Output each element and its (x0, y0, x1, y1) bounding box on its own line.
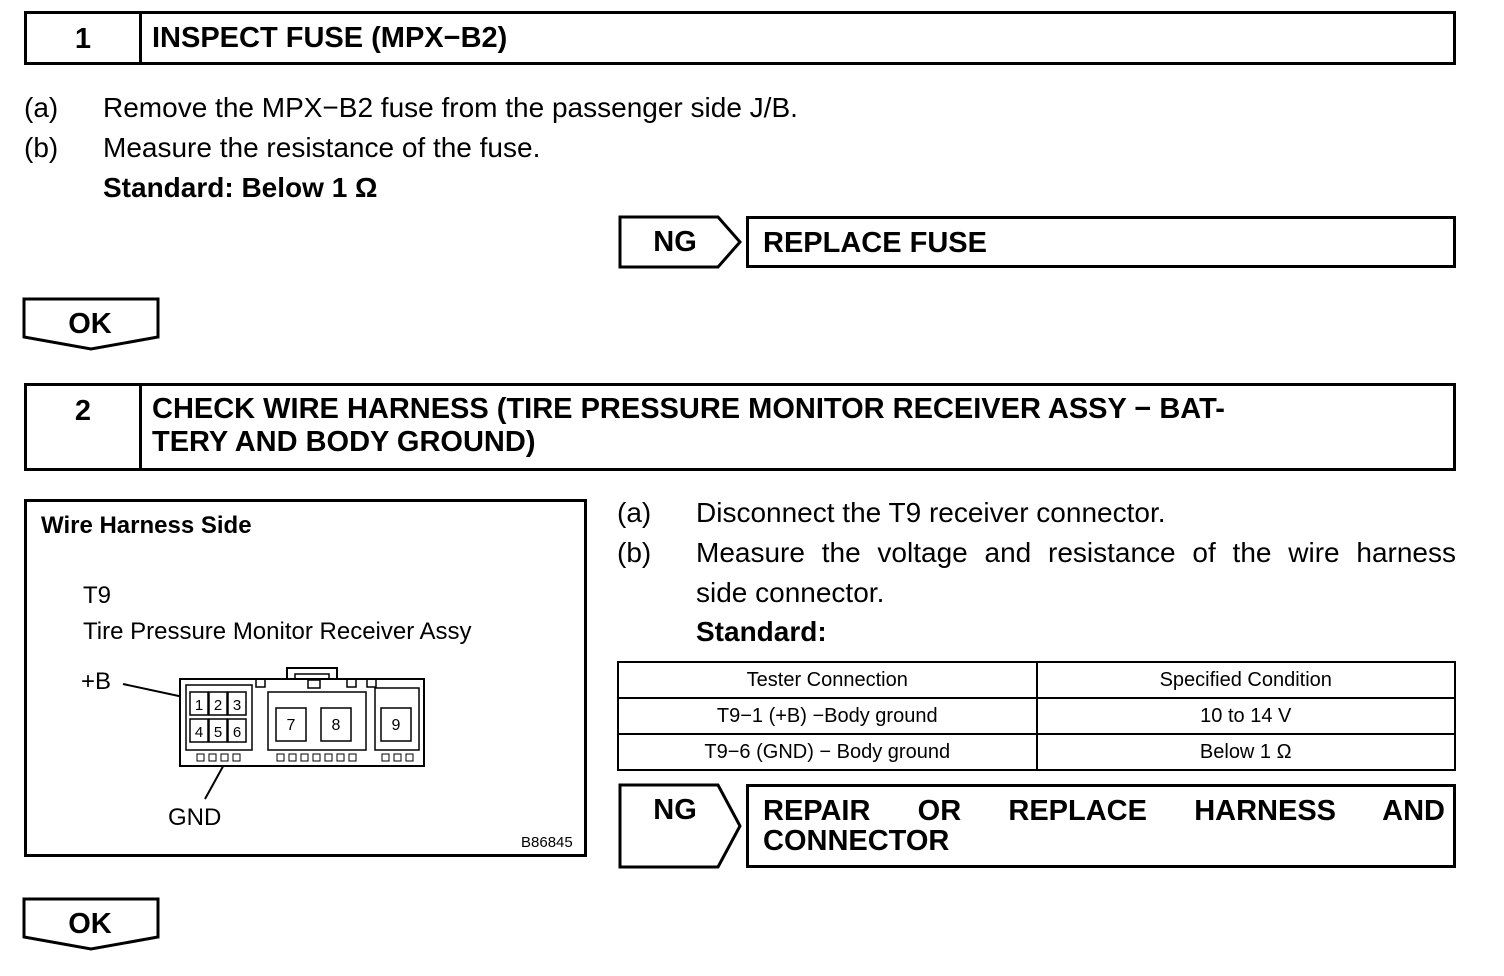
pin-2-label: 2 (213, 697, 223, 714)
step-2-title-line-2: TERY AND BODY GROUND) (152, 426, 536, 458)
ng-label-2: NG (653, 794, 697, 826)
step-1-number: 1 (27, 14, 142, 62)
table-header-cell: Tester Connection (618, 662, 1037, 698)
step-2-a-label: (a) (617, 497, 652, 528)
pin-4-label: 4 (194, 724, 204, 741)
diagram-heading: Wire Harness Side (41, 512, 252, 539)
step-2-header (24, 383, 1456, 471)
step-1-title: INSPECT FUSE (MPX−B2) (152, 22, 508, 54)
table-cell: T9−6 (GND) − Body ground (618, 734, 1037, 770)
table-row (618, 734, 1455, 770)
step-2-b-text-line-1: Measure the voltage and resistance of the wire harness (696, 537, 1456, 568)
pin-5-label: 5 (213, 724, 223, 741)
step-1-a-text: Remove the MPX−B2 fuse from the passenger side J/B. (103, 92, 798, 123)
ng-label-1: NG (653, 226, 697, 258)
pin-1-label: 1 (194, 697, 204, 714)
step-1-a-label: (a) (24, 92, 59, 123)
connector-drawing (27, 502, 584, 854)
ng-result-2-line-2: CONNECTOR (763, 825, 950, 857)
ng-result-1 (746, 216, 1456, 268)
pin-8-label: 8 (331, 717, 341, 734)
step-2-standard: Standard: (696, 616, 827, 647)
table-cell: Below 1 Ω (1037, 734, 1456, 770)
figure-code: B86845 (521, 834, 573, 851)
table-row (618, 698, 1455, 734)
pin-3-label: 3 (232, 697, 242, 714)
pin-6-label: 6 (232, 724, 242, 741)
connector-id: T9 (83, 582, 112, 609)
step-2-b-text-line-2: side connector. (696, 577, 885, 608)
step-1-b-label: (b) (24, 132, 59, 163)
wire-harness-diagram (24, 499, 587, 857)
spec-table (617, 661, 1456, 771)
step-2-title-line-1: CHECK WIRE HARNESS (TIRE PRESSURE MONITOR RECEIVER ASSY − BAT- (152, 393, 1225, 425)
table-cell: T9−1 (+B) −Body ground (618, 698, 1037, 734)
step-1-header (24, 11, 1456, 65)
label-plus-b: +B (81, 668, 112, 695)
step-1-standard: Standard: Below 1 Ω (103, 172, 378, 203)
table-header-cell: Specified Condition (1037, 662, 1456, 698)
table-header-row (618, 662, 1455, 698)
step-1-b-text: Measure the resistance of the fuse. (103, 132, 541, 163)
label-gnd: GND (168, 804, 222, 831)
step-2-number: 2 (27, 386, 142, 468)
ok-label-1: OK (68, 308, 112, 340)
ng-result-2-line-1: REPAIR OR REPLACE HARNESS AND (763, 795, 1445, 827)
pin-9-label: 9 (391, 717, 401, 734)
table-cell: 10 to 14 V (1037, 698, 1456, 734)
ok-label-2: OK (68, 908, 112, 940)
ng-result-2 (746, 784, 1456, 868)
pin-7-label: 7 (286, 717, 296, 734)
connector-name: Tire Pressure Monitor Receiver Assy (83, 618, 472, 645)
ng-result-1-text: REPLACE FUSE (763, 227, 987, 259)
step-2-b-label: (b) (617, 537, 652, 568)
step-2-a-text: Disconnect the T9 receiver connector. (696, 497, 1166, 528)
